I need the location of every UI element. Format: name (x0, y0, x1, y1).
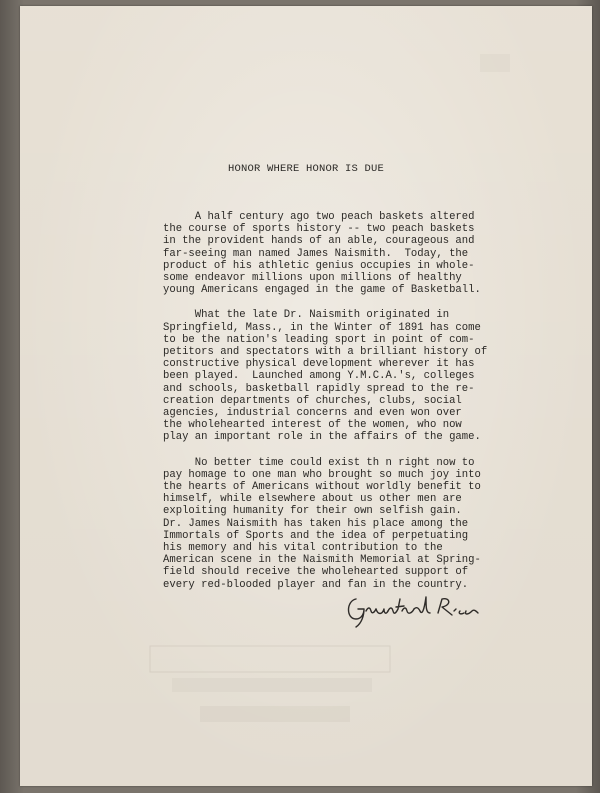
paragraph-3: No better time could exist th n right now to pay homage to one man who brought so much joy into the hearts of Americans without worldly benefit to himself, while elsewhere about us other men are exploiting humanity for their own selfish gain. Dr. James Naismith has taken his place among the Immortals of Sports and the idea of perpetuating his memory and his vital contribution to the American scene in the Naismith Memorial at Spring- field should receive the wholehearted support of every red-blooded player and fan in the country. (163, 456, 481, 591)
handwritten-signature-icon (342, 589, 482, 629)
typewritten-page (20, 6, 592, 786)
letter-body (163, 211, 488, 604)
paragraph-1: A half century ago two peach baskets altered the course of sports history -- two peach baskets in the provident hands of an able, courageous and far-seeing man named James Naismith. Today, the product of his athletic genius occupies in whole- some endeavor millions upon millions of healthy young Americans engaged in the game of Basketball. (163, 211, 481, 297)
page-title: HONOR WHERE HONOR IS DUE (227, 163, 385, 175)
paragraph-2: What the late Dr. Naismith originated in Springfield, Mass., in the Winter of 1891 has come to be the nation's leading sport in point of com- petitors and spectators with a brilliant history of constructive physical development wherever it has been played. Launched among Y.M.C.A.'s, colleges and schools, basketball rapidly spread to the re- creation departments of churches, clubs, social agencies, industrial concerns and even won over the wholehearted interest of the women, who now play an important role in the affairs of the game. (163, 309, 488, 444)
